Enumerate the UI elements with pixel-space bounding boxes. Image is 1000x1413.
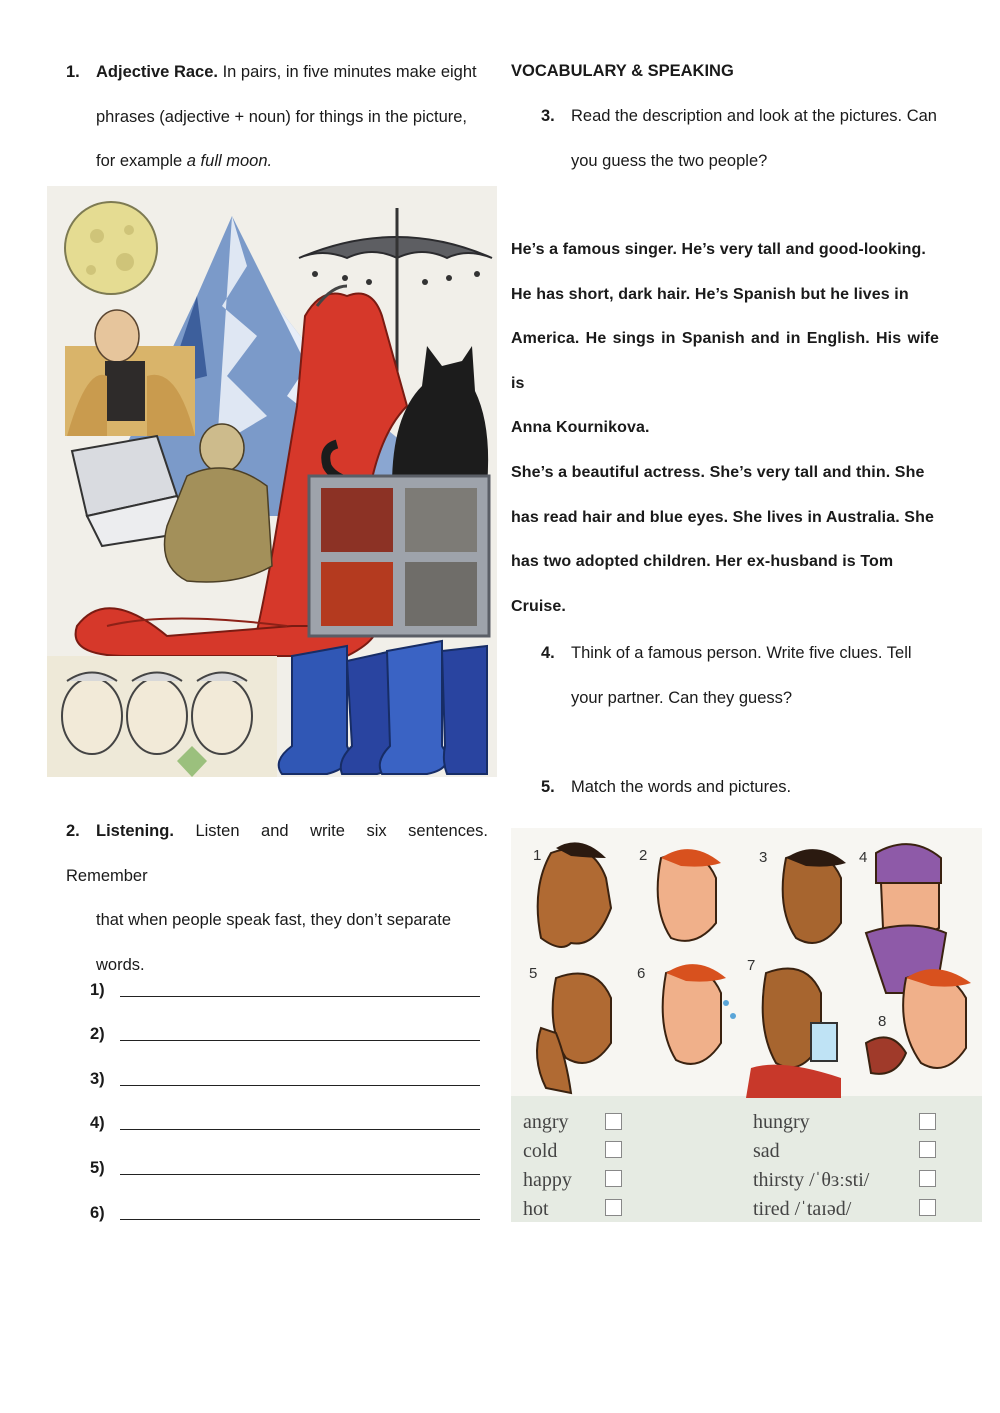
answer-label-4: 4): [90, 1114, 105, 1132]
face-number-7: 7: [747, 957, 756, 974]
answer-label-1: 1): [90, 981, 105, 999]
old-men-illustration: [47, 656, 277, 777]
description-2: [511, 451, 939, 629]
word-list-left: [523, 1108, 572, 1222]
description-2-line-2: has read hair and blue eyes. She lives in Australia. She: [511, 508, 934, 526]
exercise-3-line-2: you guess the two people?: [571, 151, 768, 170]
checkbox-tired[interactable]: [919, 1199, 936, 1216]
face-number-2: 2: [639, 847, 648, 864]
checkbox-thirsty[interactable]: [919, 1170, 936, 1187]
exercise-1-line-3-pre: for example: [96, 152, 187, 171]
faces-picture: [511, 828, 982, 1222]
description-1-line-4: Anna Kournikova.: [511, 419, 650, 437]
answer-line-5[interactable]: [120, 1174, 480, 1175]
face-number-6: 6: [637, 965, 646, 982]
checkbox-hot[interactable]: [605, 1199, 622, 1216]
description-1-line-3: America. He sings in Spanish and in English. His wife is: [511, 330, 939, 392]
description-1: [511, 228, 939, 451]
answer-label-6: 6): [90, 1204, 105, 1222]
exercise-1-text: [66, 50, 488, 184]
exercise-4-number: 4.: [541, 644, 555, 662]
word-tired: tired /ˈtaɪəd/: [753, 1198, 852, 1220]
checkbox-cold[interactable]: [605, 1141, 622, 1158]
checkbox-sad[interactable]: [919, 1141, 936, 1158]
exercise-3-text: [541, 94, 939, 183]
exercise-2-line-1: 2. Listening. Listen and write six sentences. Remember: [66, 809, 488, 898]
exercise-5-text: [541, 765, 939, 810]
face-number-4: 4: [859, 849, 868, 866]
face-number-3: 3: [759, 849, 768, 866]
answer-line-1[interactable]: [120, 996, 480, 997]
answer-label-2: 2): [90, 1025, 105, 1043]
window-illustration: [309, 476, 489, 636]
face-number-1: 1: [533, 847, 542, 864]
word-cold: cold: [523, 1140, 558, 1162]
checkbox-hungry[interactable]: [919, 1113, 936, 1130]
answer-line-6[interactable]: [120, 1219, 480, 1220]
answer-line-2[interactable]: [120, 1040, 480, 1041]
exercise-3-number: 3.: [541, 107, 555, 125]
description-1-line-2: He has short, dark hair. He’s Spanish but he lives in: [511, 285, 909, 303]
man-in-fur-coat-illustration: [65, 310, 195, 436]
exercise-1-number: 1.: [66, 63, 80, 81]
exercise-5-line-1: 5. Match the words and pictures.: [541, 765, 939, 810]
exercise-4-text: [541, 631, 939, 720]
answer-label-3: 3): [90, 1070, 105, 1088]
word-thirsty: thirsty /ˈθɜːsti/: [753, 1169, 870, 1191]
word-hot: hot: [523, 1198, 549, 1220]
word-angry: angry: [523, 1111, 569, 1133]
exercise-2-line-3: words.: [96, 955, 145, 974]
moon-illustration: [65, 202, 157, 294]
face-3-illustration: [783, 849, 846, 943]
exercise-4-line-2: your partner. Can they guess?: [571, 688, 793, 707]
word-list-right: [753, 1108, 869, 1222]
exercise-3-line-1: 3. Read the description and look at the pictures. Can: [541, 94, 939, 139]
face-5-illustration: [537, 974, 611, 1094]
exercise-2-text: [66, 809, 488, 987]
checkbox-angry[interactable]: [605, 1113, 622, 1130]
exercise-5-number: 5.: [541, 778, 555, 796]
description-1-line-1: He’s a famous singer. He’s very tall and good-looking.: [511, 241, 926, 258]
answer-line-4[interactable]: [120, 1129, 480, 1130]
checkbox-happy[interactable]: [605, 1170, 622, 1187]
word-hungry: hungry: [753, 1111, 810, 1133]
description-2-line-3: has two adopted children. Her ex-husband is Tom Cruise.: [511, 553, 894, 615]
exercise-1-title: Adjective Race.: [96, 63, 218, 81]
exercise-2-line-2: that when people speak fast, they don’t separate: [96, 911, 451, 930]
faces-svg: [511, 828, 982, 1098]
exercise-1-line-2: phrases (adjective + noun) for things in the picture,: [96, 107, 468, 126]
exercise-1-line-1-rest: In pairs, in five minutes make eight: [217, 63, 477, 81]
face-number-5: 5: [529, 965, 538, 982]
exercise-4-line-1: 4. Think of a famous person. Write five clues. Tell: [541, 631, 939, 676]
exercise-1-line-1: [66, 50, 488, 95]
answer-label-5: 5): [90, 1159, 105, 1177]
exercise-1-example: a full moon.: [186, 152, 273, 171]
exercise-2-number: 2.: [66, 822, 80, 840]
word-sad: sad: [753, 1140, 780, 1162]
face-1-illustration: [538, 842, 611, 947]
word-happy: happy: [523, 1169, 572, 1191]
blue-boots-illustration: [279, 641, 487, 774]
face-number-8: 8: [878, 1013, 887, 1030]
collage-svg: [47, 186, 497, 777]
exercise-1-line-3: [66, 139, 488, 184]
description-2-line-1: She’s a beautiful actress. She’s very tall and thin. She: [511, 464, 925, 481]
word-panel: [511, 1096, 982, 1222]
face-6-illustration: [663, 964, 736, 1064]
answer-line-3[interactable]: [120, 1085, 480, 1086]
collage-picture: [47, 186, 497, 777]
face-2-illustration: [658, 849, 721, 941]
exercise-2-title: Listening.: [96, 822, 174, 840]
section-heading: VOCABULARY & SPEAKING: [511, 62, 734, 80]
face-7-illustration: [746, 969, 841, 1099]
